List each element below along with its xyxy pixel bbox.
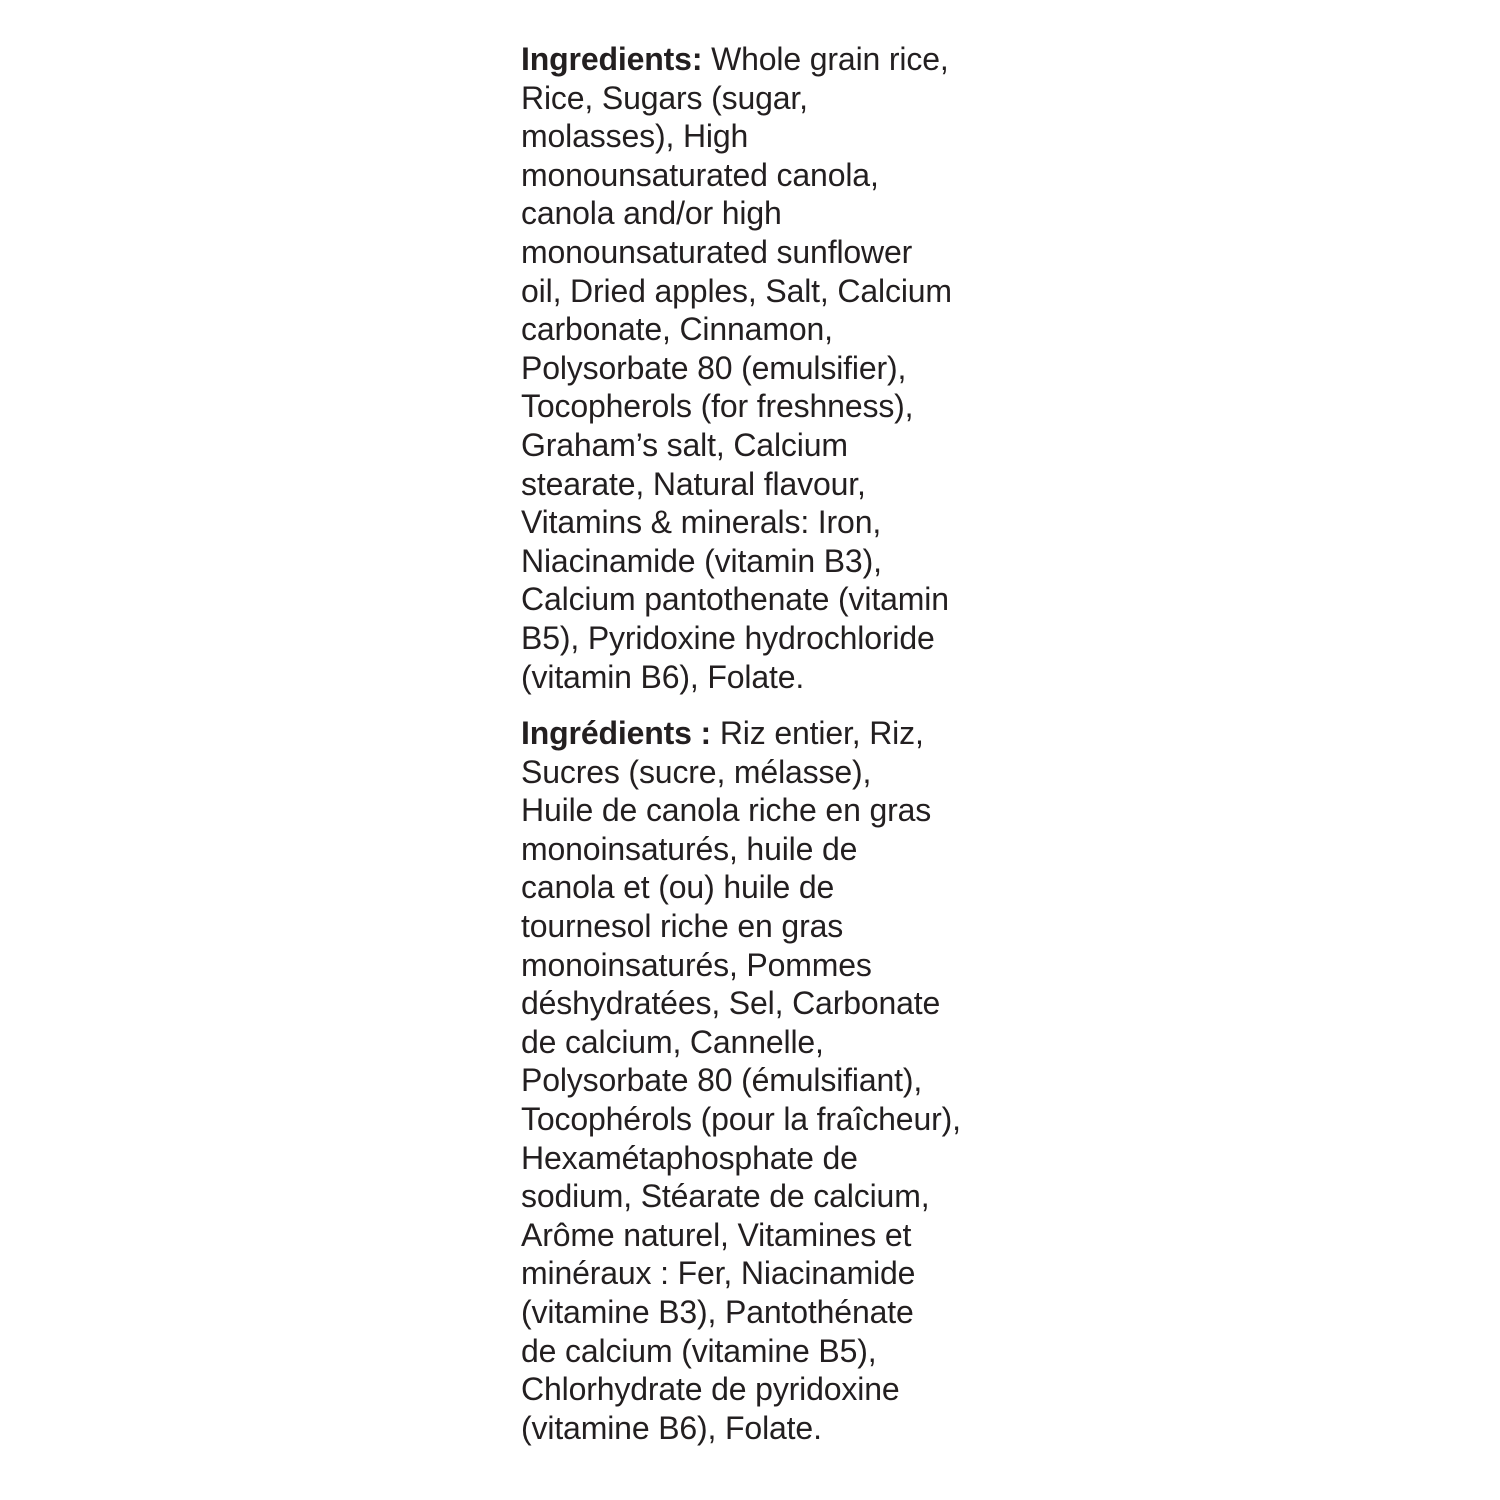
ingredients-line: de calcium, Cannelle, [521,1023,824,1060]
ingredients-line: Arôme naturel, Vitamines et [521,1216,912,1253]
ingredients-line: Chlorhydrate de pyridoxine [521,1371,900,1408]
ingredients-line: Vitamins & minerals: Iron, [521,504,882,541]
ingredients-line: stearate, Natural flavour, [521,465,866,502]
ingredients-line: Calcium pantothenate (vitamin [521,581,949,618]
ingredients-line: Huile de canola riche en gras [521,792,932,829]
ingredients-line: (vitamine B3), Pantothénate [521,1294,914,1330]
ingredients-line: B5), Pyridoxine hydrochloride [521,619,935,656]
ingredients-line: Polysorbate 80 (emulsifier), [521,349,907,386]
ingredients-line: oil, Dried apples, Salt, Calcium [521,272,952,309]
ingredients-line: carbonate, Cinnamon, [521,311,833,348]
ingredients-panel [521,40,991,1447]
ingredients-label-fr: Ingrédients : [521,715,712,752]
ingredients-line: (vitamine B6), Folate. [521,1409,822,1446]
ingredients-line: monoinsaturés, huile de [521,830,858,867]
ingredients-line: Rice, Sugars (sugar, [521,79,808,116]
ingredients-line: canola and/or high [521,195,782,232]
ingredients-line: déshydratées, Sel, Carbonate [521,985,941,1022]
ingredients-line: monounsaturated sunflower [521,233,913,270]
ingredients-line: Sucres (sucre, mélasse), [521,753,872,790]
ingredients-french [521,714,991,1447]
ingredients-line: tournesol riche en gras [521,908,844,945]
ingredients-line: Tocopherols (for freshness), [521,388,914,425]
ingredients-line: Niacinamide (vitamin B3), [521,542,882,579]
ingredients-line: Hexamétaphosphate de [521,1139,858,1176]
ingredients-text: Whole grain rice, [702,41,949,77]
ingredients-english [521,40,991,696]
ingredients-line [521,714,991,753]
ingredients-line [521,40,991,79]
ingredients-label-en: Ingredients: [521,41,703,77]
ingredients-line: Polysorbate 80 (émulsifiant), [521,1062,923,1099]
ingredients-line: molasses), High [521,118,749,155]
ingredients-text: Riz entier, Riz, [711,715,924,752]
ingredients-line: canola et (ou) huile de [521,869,835,906]
ingredients-line: minéraux : Fer, Niacinamide [521,1255,916,1292]
ingredients-line: monoinsaturés, Pommes [521,946,872,983]
ingredients-line: Tocophérols (pour la fraîcheur), [521,1101,961,1138]
ingredients-line: Graham’s salt, Calcium [521,426,848,463]
ingredients-line: sodium, Stéarate de calcium, [521,1178,930,1215]
ingredients-line: de calcium (vitamine B5), [521,1332,877,1369]
ingredients-line: monounsaturated canola, [521,156,879,193]
ingredients-line: (vitamin B6), Folate. [521,658,805,695]
